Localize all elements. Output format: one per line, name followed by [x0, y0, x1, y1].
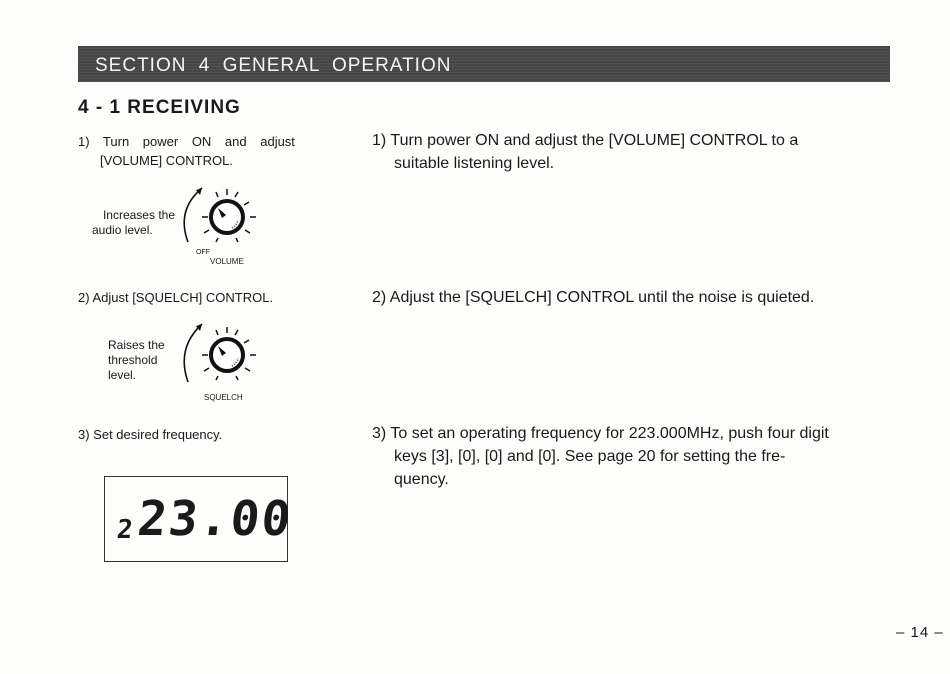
page-heading: 4 - 1 RECEIVING: [78, 97, 241, 118]
step-1-left: [78, 132, 338, 170]
squelch-knob-icon: [172, 318, 272, 396]
step-3-left: [78, 425, 338, 444]
volume-knob-label: [80, 208, 175, 238]
frequency-main-digits: 23.00: [135, 491, 296, 547]
page-number: – 14 –: [896, 624, 944, 641]
step-2-right-line1: 2) Adjust the [SQUELCH] CONTROL until the noise is quieted.: [372, 289, 815, 306]
volume-knob-icon: [172, 180, 272, 260]
volume-off-text: OFF: [196, 249, 210, 256]
step-1-left-line1: 1) Turn power ON and adjust: [78, 134, 295, 149]
frequency-display: [104, 476, 296, 562]
volume-caption: VOLUME: [210, 257, 244, 266]
step-1-left-line2: [VOLUME] CONTROL.: [100, 153, 233, 168]
step-3-right-line1: 3) To set an operating frequency for 223.000MHz, push four digit: [372, 425, 829, 442]
frequency-small-digit: 2: [115, 515, 135, 545]
step-2-right: [372, 286, 902, 309]
squelch-label-line2: threshold: [108, 353, 158, 367]
step-3-right-line3: quency.: [394, 471, 449, 488]
squelch-caption: SQUELCH: [204, 393, 243, 402]
squelch-label-line3: level.: [108, 368, 137, 382]
squelch-knob-label: [80, 338, 170, 383]
section-title: SECTION 4 GENERAL OPERATION: [95, 55, 452, 76]
step-1-right: [372, 129, 902, 175]
squelch-label-line1: Raises the: [108, 338, 165, 352]
volume-label-line1: Increases the: [102, 208, 175, 222]
step-1-right-line2: suitable listening level.: [394, 155, 555, 172]
step-2-left: [78, 288, 338, 307]
step-3-right: [372, 422, 902, 491]
volume-label-line2: audio level.: [92, 223, 153, 237]
step-3-right-line2: keys [3], [0], [0] and [0]. See page 20 for setting the fre-: [394, 448, 786, 465]
step-1-right-line1: 1) Turn power ON and adjust the [VOLUME] CONTROL to a: [372, 132, 799, 149]
step-2-left-line1: 2) Adjust [SQUELCH] CONTROL.: [78, 290, 274, 305]
step-3-left-line1: 3) Set desired frequency.: [78, 427, 223, 442]
